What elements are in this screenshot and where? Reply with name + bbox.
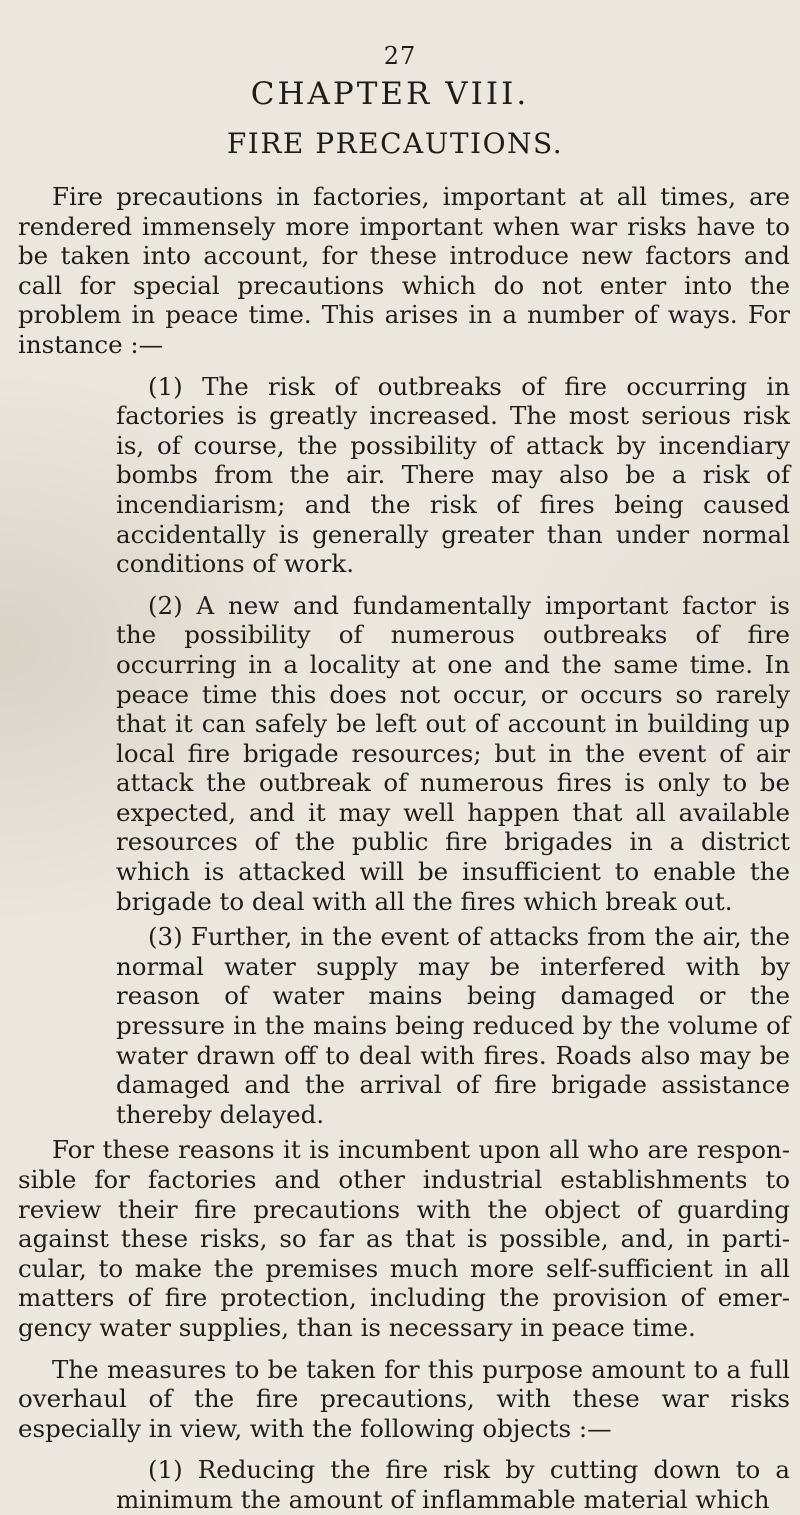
- paragraph-objective-1: (1) Reducing the fire risk by cutting down to a minimum the amount of inflammable material which: [116, 1455, 790, 1514]
- paragraph-point-3: (3) Further, in the event of attacks from the air, the normal water supply may be interfered with by reason of water mains being damaged or the pressure in the mains being reduced by the volume of water drawn off to deal with fires. Roads also may be damaged and the arrival of fire brigade assistance thereby delayed.: [116, 922, 790, 1129]
- paragraph-measures: The measures to be taken for this purpose amount to a full overhaul of the fire precautions, with these war risks especially in view, with the following objects :—: [18, 1354, 790, 1443]
- paragraph-point-2: (2) A new and fundamentally important factor is the possibility of numerous outbreaks of fire occurring in a locality at one and the same time. In peace time this does not occur, or occurs so rarely that it can safely be left out of account in building up local fire brigade resources; but in the event of air attack the outbreak of numerous fires is only to be expected, and it may well happen that all available resources of the public fire brigades in a district which is attacked will be insufficient to enable the brigade to deal with all the fires which break out.: [116, 590, 790, 916]
- body-text: [18, 182, 790, 1515]
- chapter-heading: CHAPTER VIII.: [250, 76, 530, 112]
- paragraph-intro: Fire precautions in factories, important at all times, are rendered immensely more important when war risks have to be taken into account, for these introduce new factors and call for special precautions which do not enter into the problem in peace time. This arises in a number of ways. For instance :—: [18, 182, 790, 359]
- paragraph-point-1: (1) The risk of outbreaks of fire occurring in factories is greatly increased. The most serious risk is, of course, the possibility of attack by incendiary bombs from the air. There may also be a risk of incendiarism; and the risk of fires being caused accidentally is generally greater than under normal conditions of work.: [116, 371, 790, 579]
- paragraph-reasons: For these reasons it is incumbent upon all who are respon-sible for factories and other industrial establishments to review their fire precautions with the object of guarding against these risks, so far as that is possible, and, in parti-cular, to make the premises much more self-sufficient in all matters of fire protection, including the provision of emer-gency water supplies, than is necessary in peace time.: [18, 1135, 790, 1342]
- section-title: FIRE PRECAUTIONS.: [226, 127, 564, 160]
- page-number: 27: [383, 42, 417, 70]
